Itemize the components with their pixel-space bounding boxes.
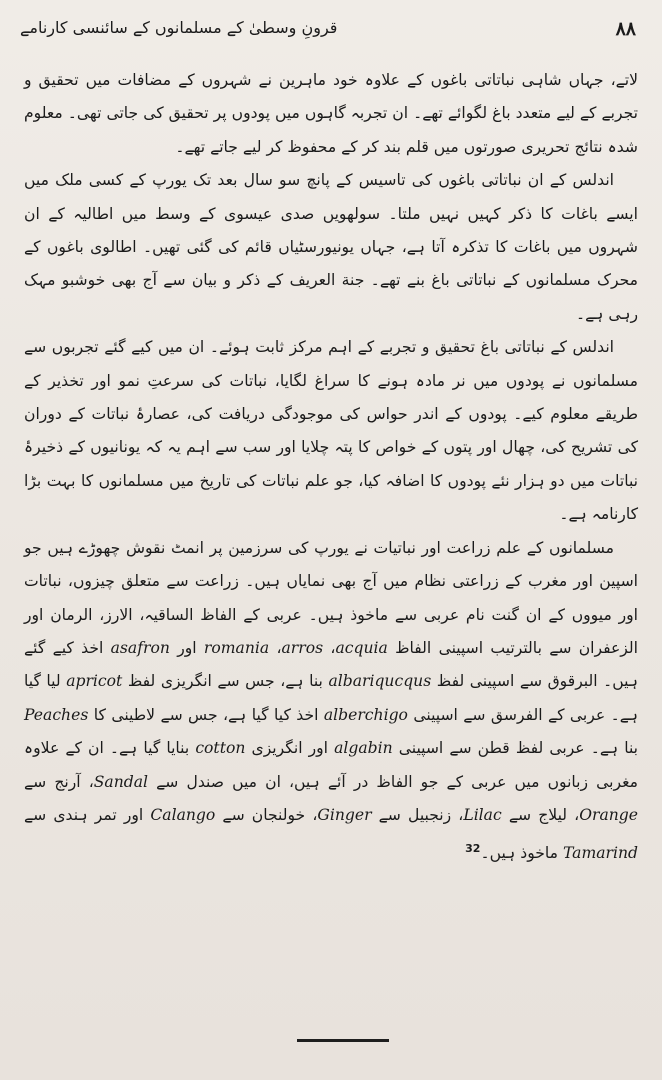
text-run: بنایا گیا ہے۔ ان کے علاوہ مغربی زبانوں میں عربی کے جو الفاظ در آئے ہیں، ان میں صندل سے	[24, 739, 638, 791]
page-header	[20, 18, 636, 50]
text-run: ،	[323, 638, 336, 657]
text-run: اور	[169, 638, 204, 657]
latin-term: cotton	[195, 739, 246, 758]
text-run: ماخوذ ہیں۔	[480, 844, 563, 863]
latin-term: Sandal	[93, 772, 149, 791]
paragraph	[24, 532, 638, 871]
text-run: لاتے، جہاں شاہی نباتاتی باغوں کے علاوہ خود ماہرین نے شہروں کے مضافات میں تحقیق و تجربے کے لیے متعدد باغ لگوائے تھے۔ ان تجربہ گاہوں میں پودوں پر تحقیق کی جاتی تھی۔ معلوم شدہ نتائج تحریری صورتوں میں قلم بند کر کے محفوظ کر لیے جاتے تھے۔	[24, 71, 638, 156]
latin-term: alberchigo	[323, 705, 408, 724]
latin-term: Peaches	[24, 705, 89, 724]
text-run: اندلس کے ان نباتاتی باغوں کی تاسیس کے پانچ سو سال بعد تک یورپ کے کسی ملک میں ایسے باغات کا ذکر کہیں نہیں ملتا۔ سولھویں صدی عیسوی کے وسط میں اطالیہ کے ان شہروں میں باغات کا تذکرہ آتا ہے، جہاں یونیورسٹیاں قائم کی گئی تھیں۔ اطالوی باغوں کے محرک مسلمانوں کے نباتاتی باغ بنے تھے۔ جنة العریف کے ذکر و بیان سے آج بھی خوشبو مہک رہی ہے۔	[24, 171, 638, 323]
footnote-separator-rule	[297, 1039, 389, 1042]
text-run: اندلس کے نباتاتی باغ تحقیق و تجربے کے اہم مرکز ثابت ہوئے۔ ان میں کیے گئے تجربوں سے مسلمانوں نے پودوں میں نر مادہ ہونے کا سراغ لگایا، نباتات کی سرعتِ نمو اور تخذیر کے طریقے معلوم کیے۔ پودوں کے اندر حواس کی موجودگی دریافت کی، عصارۂ نباتات کے دوران کی تشریح کی، چھال اور پتوں کے خواص کا پتہ چلایا اور سب سے اہم یہ کہ یونانیوں کے ذخیرۂ نباتات میں دو ہزار نئے پودوں کا اضافہ کیا، جو علم نباتات کی تاریخ میں مسلمانوں کا بہت بڑا کارنامہ ہے۔	[24, 338, 638, 524]
latin-term: acquia	[335, 638, 388, 657]
text-run: بنا ہے۔ عربی لفظ قطن سے اسپینی	[392, 739, 638, 758]
latin-term: Calango	[150, 805, 216, 824]
running-title: قرونِ وسطیٰ کے مسلمانوں کے سائنسی کارنامے	[20, 18, 338, 37]
latin-term: romania	[203, 638, 270, 657]
text-run: اور تمر ہندی سے	[24, 805, 151, 824]
body-text	[24, 64, 638, 1034]
latin-term: asafron	[110, 638, 170, 657]
paragraph	[24, 64, 638, 164]
text-run: اخذ کیے گئے ہیں۔ البرقوق سے اسپینی لفظ	[24, 638, 638, 691]
latin-term: arros	[281, 638, 324, 657]
latin-term: apricot	[66, 672, 123, 691]
text-run: اخذ کیا گیا ہے، جس سے لاطینی کا	[88, 705, 324, 724]
page-number: ۸۸	[615, 18, 636, 40]
latin-term: Orange	[579, 805, 638, 824]
text-run: ، خولنجان سے	[215, 805, 318, 824]
text-run: بنا ہے، جس سے انگریزی لفظ	[122, 672, 329, 691]
text-run: اور انگریزی	[245, 739, 335, 758]
text-run: ، زنجبیل سے	[371, 805, 464, 824]
text-run: لیا گیا ہے۔ عربی کے الفرسق سے اسپینی	[24, 672, 638, 724]
text-run: ، لیلاج سے	[501, 805, 580, 824]
text-run: ، آرنج سے	[24, 772, 94, 791]
latin-term: Ginger	[317, 805, 372, 824]
text-run: مسلمانوں کے علم زراعت اور نباتیات نے یورپ کی سرزمین پر انمٹ نقوش چھوڑے ہیں جو اسپین اور مغرب کے زراعتی نظام میں آج بھی نمایاں ہیں۔ زراعت سے متعلق چیزوں، نباتات اور میووں کے ان گنت نام عربی سے ماخوذ ہیں۔ عربی کے الفاظ الساقیہ، الارز، الرمان اور الزعفران سے بالترتیب اسپینی الفاظ	[24, 538, 638, 657]
latin-term: algabin	[334, 739, 393, 758]
latin-term: Tamarind	[562, 844, 638, 863]
text-run: ،	[269, 638, 282, 657]
paragraph	[24, 164, 638, 331]
latin-term: Lilac	[463, 805, 502, 824]
latin-term: albariqucqus	[328, 672, 432, 691]
paragraph	[24, 331, 638, 531]
footnote-marker: 32	[465, 842, 481, 856]
